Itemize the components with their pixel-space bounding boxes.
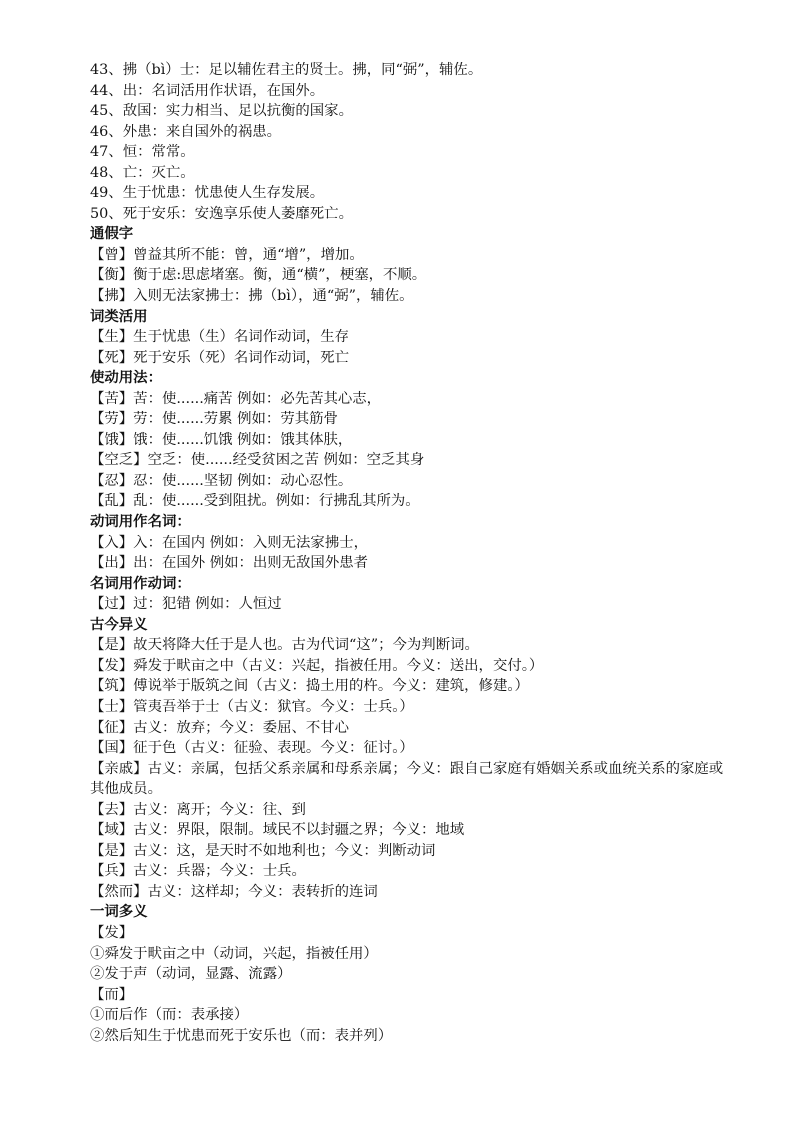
text-line: 44、出：名词活用作状语，在国外。	[90, 82, 325, 99]
text-line: ②发于声（动词，显露、流露）	[90, 966, 292, 983]
section-heading: 使动用法：	[90, 369, 162, 387]
text-line: 【忍】忍：使......坚韧 例如：动心忍性。	[90, 472, 353, 489]
text-line: 【是】故天将降大任于是人也。古为代词“这”；今为判断词。	[90, 637, 479, 654]
text-line: 49、生于忧患：忧患使人生存发展。	[90, 185, 325, 202]
text-line: ②然后知生于忧患而死于安乐也（而：表并列）	[90, 1027, 393, 1044]
section-heading: 动词用作名词：	[90, 513, 191, 531]
text-line: 【去】古义：离开；今义：往、到	[90, 801, 306, 818]
section-heading: 古今异义	[90, 615, 148, 633]
text-line: ①而后作（而：表承接）	[90, 1007, 249, 1024]
text-line: 45、敌国：实力相当、足以抗衡的国家。	[90, 103, 353, 120]
text-line: 【而】	[90, 986, 134, 1003]
text-line: 【乱】乱：使......受到阻扰。例如：行拂乱其所为。	[90, 493, 420, 510]
section-heading: 一词多义	[90, 903, 148, 921]
text-line: 【征】古义：放弃；今义：委屈、不甘心	[90, 719, 350, 736]
text-line: 【饿】饿：使......饥饿 例如：饿其体肤，	[90, 431, 353, 448]
text-line: 48、亡：灭亡。	[90, 164, 195, 181]
text-line: 【入】入：在国内 例如：入则无法家拂士，	[90, 534, 368, 551]
text-line: 46、外患：来自国外的祸患。	[90, 123, 281, 140]
text-line: 【域】古义：界限，限制。域民不以封疆之界；今义：地域	[90, 822, 465, 839]
section-heading: 通假字	[90, 225, 134, 243]
text-line: 47、恒：常常。	[90, 144, 195, 161]
text-line: 【出】出：在国外 例如：出则无敌国外患者	[90, 555, 368, 572]
text-line: 43、拂（bì）士：足以辅佐君主的贤士。拂，同“弼”，辅佐。	[90, 62, 483, 78]
text-line: 【空乏】空乏：使......经受贫困之苦 例如：空乏其身	[90, 452, 425, 469]
text-paragraph: 【亲戚】古义：亲属，包括父系亲属和母系亲属；今义：跟自己家庭有婚姻关系或血统关系的家庭或其他成员。	[90, 760, 724, 798]
text-line: 【苦】苦：使......痛苦 例如：必先苦其心志，	[90, 390, 382, 407]
text-line: ①舜发于畎亩之中（动词，兴起，指被任用）	[90, 945, 378, 962]
text-line: 【死】死于安乐（死）名词作动词，死亡	[90, 349, 350, 366]
text-line: 【兵】古义：兵器；今义：士兵。	[90, 863, 306, 880]
text-line: 【发】	[90, 924, 134, 941]
text-line: 50、死于安乐：安逸享乐使人萎靡死亡。	[90, 205, 353, 222]
section-heading: 词类活用	[90, 307, 148, 325]
text-line: 【衡】衡于虑:思虑堵塞。衡，通“横”，梗塞，不顺。	[90, 267, 427, 284]
text-line: 【生】生于忧患（生）名词作动词，生存	[90, 329, 350, 346]
text-line: 【发】舜发于畎亩之中（古义：兴起，指被任用。今义：送出，交付。）	[90, 657, 544, 674]
text-line: 【筑】傅说举于版筑之间（古义：捣土用的杵。今义：建筑，修建。）	[90, 678, 529, 695]
text-line: 【然而】古义：这样却；今义：表转折的连词	[90, 883, 378, 900]
section-heading: 名词用作动词：	[90, 574, 191, 592]
text-line: 【拂】入则无法家拂士：拂（bì），通“弼”，辅佐。	[90, 288, 414, 305]
text-line: 【曾】曾益其所不能：曾，通“增”，增加。	[90, 246, 364, 263]
text-line: 【过】过：犯错 例如：人恒过	[90, 596, 282, 613]
text-line: 【劳】劳：使......劳累 例如：劳其筋骨	[90, 411, 338, 428]
document-body	[62, 60, 737, 1046]
text-line: 【士】管夷吾举于士（古义：狱官。今义：士兵。）	[90, 698, 414, 715]
text-line: 【是】古义：这，是天时不如地利也；今义：判断动词	[90, 842, 436, 859]
text-line: 【国】征于色（古义：征验、表现。今义：征讨。）	[90, 740, 414, 757]
